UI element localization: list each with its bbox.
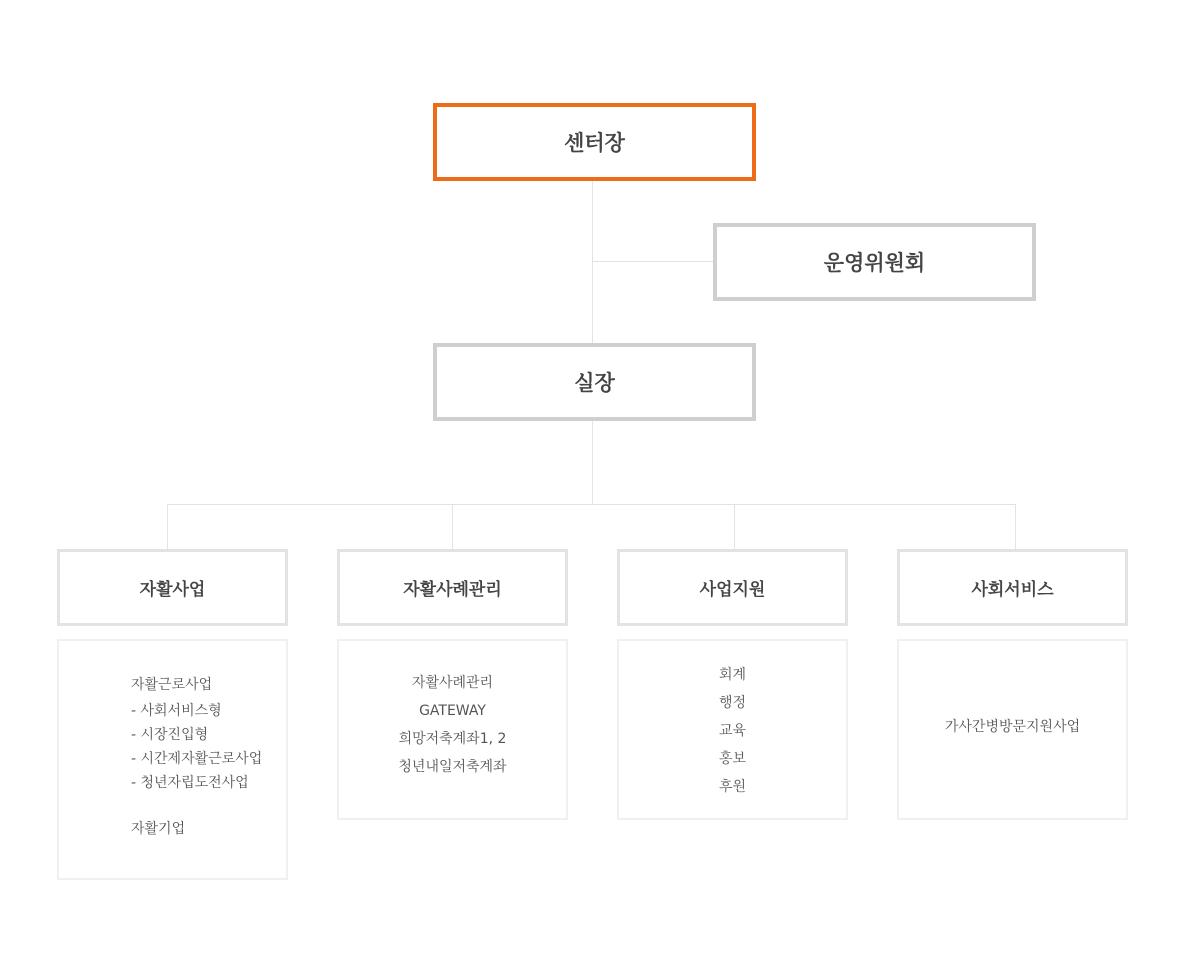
detail-group-title: 자활기업 [131,821,186,837]
detail-item: 희망저축계좌1, 2 [398,731,507,747]
dept-box-3 [617,549,848,626]
detail-sub-item: - 사회서비스형 [131,703,222,719]
committee-label: 운영위원회 [823,251,926,275]
detail-sub-item: - 시간제자활근로사업 [131,751,263,767]
dept-detail-1 [57,639,288,880]
dept-box-2 [337,549,568,626]
dept-box-1 [57,549,288,626]
connector-dept-4 [1015,504,1016,550]
detail-item: 회계 [718,667,747,683]
head-box [433,103,756,181]
detail-item: 홍보 [718,751,747,767]
connector-head-to-chief [592,180,593,344]
dept-title: 자활사례관리 [403,580,502,600]
dept-detail-4 [897,639,1128,820]
dept-title: 자활사업 [139,580,206,600]
connector-dept-3 [734,504,735,550]
dept-detail-3 [617,639,848,820]
detail-item: 후원 [718,779,747,795]
detail-item: 자활사례관리 [411,675,494,691]
detail-sub-item: - 청년자립도전사업 [131,775,249,791]
dept-title: 사업지원 [699,580,766,600]
connector-horizontal-bus [167,504,1016,505]
dept-title: 사회서비스 [971,580,1054,600]
detail-item: 교육 [718,723,747,739]
chief-label: 실장 [574,371,615,395]
connector-dept-2 [452,504,453,550]
detail-group-title: 자활근로사업 [131,677,213,693]
committee-box [713,223,1036,301]
detail-item: 가사간병방문지원사업 [944,719,1081,735]
detail-sub-item: - 시장진입형 [131,727,209,743]
detail-item: 청년내일저축계좌 [398,759,507,775]
detail-item: GATEWAY [419,703,486,719]
chief-box [433,343,756,421]
head-label: 센터장 [564,131,625,155]
dept-detail-2 [337,639,568,820]
connector-to-committee [592,261,714,262]
connector-chief-down [592,420,593,505]
detail-item: 행정 [718,695,747,711]
dept-box-4 [897,549,1128,626]
connector-dept-1 [167,504,168,550]
